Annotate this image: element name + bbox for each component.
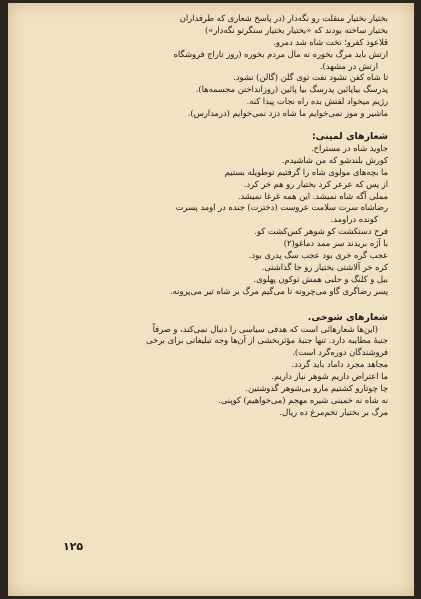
text-line: رژیم میخواد لفتش بده راه نجات پیدا کنه.: [246, 96, 388, 107]
page-text: [52, 13, 388, 419]
text-line: ما بچه‌های مولوی شاه را گرفتیم توطویله بستیم: [224, 166, 388, 177]
text-line: قلاعوذ کفرو؛ تخت شاه شد دمرو.: [273, 36, 388, 47]
text-line: بختیار ساخته بودند که «بختیار بختیار سنگرتو نگه‌دار»): [205, 24, 388, 35]
text-line: ما اعتراض داریم شوهر نیاز داریم.: [271, 371, 388, 382]
text-line: مرگ بر بختیار تخم‌مرغ ده ریال.: [279, 406, 388, 417]
text-line: جاوید شاه در مستراح.: [311, 143, 388, 154]
text-line: تا شاه کفن نشود نفت توی گلن (گالن) نشود.: [233, 72, 388, 83]
text-line: بیل و کلنگ و حلبی همش توکون پهلوی.: [253, 273, 388, 284]
text-line: مجاهد مجرد داماد باید گردد.: [291, 359, 388, 370]
text-line: کره خر آلاشتی بختیار رو جا گذاشتی.: [261, 261, 388, 272]
section-heading: شعارهای لمپنی:: [312, 131, 388, 143]
section-slogans-bakhtiar: [52, 13, 388, 120]
text-line: مملی آگه شاه نمیشد. این همه غرغا نمیشد.: [237, 190, 388, 201]
book-page: [8, 3, 414, 596]
text-line: بختیار بختیار منقلت رو نگه‌دار (در پاسخ شعاری که طرفداران: [179, 13, 388, 23]
text-line: از پس که عرعر کرد بختیار رو هم خر کرد.: [243, 178, 388, 189]
section-heading: شعارهای شوخی.: [307, 311, 388, 323]
intro-line: (این‌ها شعارهائی است که هدفی سیاسی را دنبال نمی‌کند، و صرفاً: [152, 323, 378, 334]
intro-line: جنبهٔ مطایبه دارد. تنها جنبهٔ مؤثربخشی از آن‌ها وجه تبلیغاتی برای برخی: [146, 335, 388, 346]
text-line: پدرسگ بیاپائین پدرسگ بیا پائین (روزانداختن مجسمه‌ها).: [195, 84, 388, 95]
text-line: چا چوتارو کشتیم مارو بی‌شوهر گذوشتین.: [245, 383, 388, 394]
page-number: ۱۲۵: [63, 540, 84, 553]
text-line: با آژه بریدند سر ممد دماغو(۲): [283, 238, 388, 249]
text-line: ارتش در مشهد).: [319, 60, 378, 71]
text-line: رضاشاه سرت سلامت عروست (دخترت) جنده در اومد پسرت: [175, 202, 388, 213]
text-line: ماشیر و موز نمی‌خوایم ما شاه دزد نمی‌خوایم (درمدارس).: [187, 108, 388, 119]
section-joke-slogans: [52, 311, 388, 419]
text-line: عجب گره خری بود عجب سگ پدری بود.: [248, 250, 388, 261]
text-line: کورش بلندشو که من شاشیدم.: [281, 154, 388, 165]
intro-line: فروشندگان دوره‌گرد است).: [292, 347, 388, 358]
text-line: کونده دراومد.: [330, 214, 378, 225]
text-line: نه شاه نه خمینی شیره مهجم (می‌خواهیم) کوپنی.: [218, 394, 388, 405]
text-line: پسر رضاگری گاو می‌چرونه تا می‌گیم مرگ بر شاه تیر می‌پرونه.: [170, 285, 388, 296]
text-line: فرح دستکشت کو شوهر کس‌کشت کو.: [254, 226, 388, 237]
section-lumpen-slogans: [52, 130, 388, 298]
text-line: ارتش باید مرگ بخوره نه مال مردم بخوره (روز تاراج فروشگاه: [173, 48, 388, 59]
